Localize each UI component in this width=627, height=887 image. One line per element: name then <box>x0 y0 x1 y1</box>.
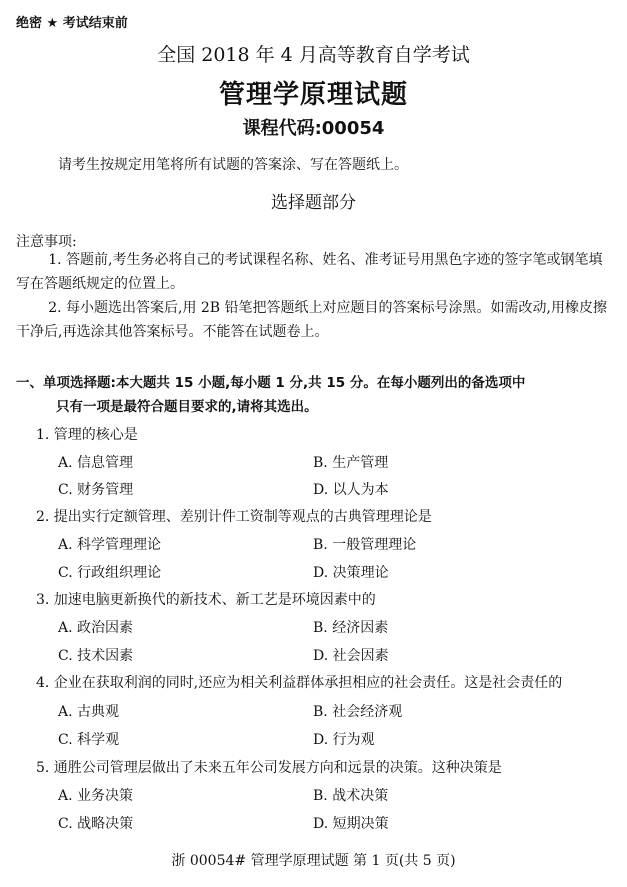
exam-title: 全国 2018 年 4 月高等教育自学考试 <box>157 44 470 66</box>
answer-instruction: 请考生按规定用笔将所有试题的答案涂、写在答题纸上。 <box>58 157 408 173</box>
option: D. 决策理论 <box>313 565 389 581</box>
part-heading-line: 一、单项选择题:本大题共 15 小题,每小题 1 分,共 15 分。在每小题列出的备选项中 <box>16 375 526 391</box>
paper-title: 管理学原理试题 <box>218 80 408 110</box>
option: B. 战术决策 <box>313 788 389 804</box>
section-title: 选择题部分 <box>271 193 356 213</box>
note-item: 2. 每小题选出答案后,用 2B 铅笔把答题纸上对应题目的答案标号涂黑。如需改动,用橡皮擦干净后,再选涂其他答案标号。不能答在试题卷上。 <box>16 300 607 340</box>
option: C. 行政组织理论 <box>58 565 162 581</box>
question-stem: 3. 加速电脑更新换代的新技术、新工艺是环境因素中的 <box>36 592 376 608</box>
option: B. 经济因素 <box>313 620 389 636</box>
option: B. 社会经济观 <box>313 704 403 720</box>
question-stem: 5. 通胜公司管理层做出了未来五年公司发展方向和远景的决策。这种决策是 <box>36 760 502 776</box>
part-heading <box>16 371 525 419</box>
option: D. 行为观 <box>313 732 375 748</box>
question-stem: 1. 管理的核心是 <box>36 427 138 443</box>
option: A. 科学管理理论 <box>58 537 162 553</box>
option: C. 科学观 <box>58 732 120 748</box>
option: C. 财务管理 <box>58 482 134 498</box>
option: A. 信息管理 <box>58 455 134 471</box>
option: D. 以人为本 <box>313 482 389 498</box>
notes-heading: 注意事项: <box>16 234 77 250</box>
option: A. 古典观 <box>58 704 120 720</box>
part-heading-line: 只有一项是最符合题目要求的,请将其选出。 <box>56 399 318 415</box>
option: A. 业务决策 <box>58 788 134 804</box>
option: D. 社会因素 <box>313 648 389 664</box>
option: A. 政治因素 <box>58 620 134 636</box>
option: B. 一般管理理论 <box>313 537 417 553</box>
question-stem: 4. 企业在获取利润的同时,还应为相关利益群体承担相应的社会责任。这是社会责任的 <box>36 675 563 691</box>
course-code: 课程代码:00054 <box>242 118 385 139</box>
option: C. 技术因素 <box>58 648 134 664</box>
option: B. 生产管理 <box>313 455 389 471</box>
page-footer: 浙 00054# 管理学原理试题 第 1 页(共 5 页) <box>171 853 456 869</box>
option: C. 战略决策 <box>58 816 134 832</box>
note-item: 1. 答题前,考生务必将自己的考试课程名称、姓名、准考证号用黑色字迹的签字笔或钢笔填写在答题纸规定的位置上。 <box>16 252 603 292</box>
question-stem: 2. 提出实行定额管理、差别计件工资制等观点的古典管理理论是 <box>36 509 432 525</box>
option: D. 短期决策 <box>313 816 389 832</box>
secret-mark: 绝密 ★ 考试结束前 <box>16 16 128 31</box>
